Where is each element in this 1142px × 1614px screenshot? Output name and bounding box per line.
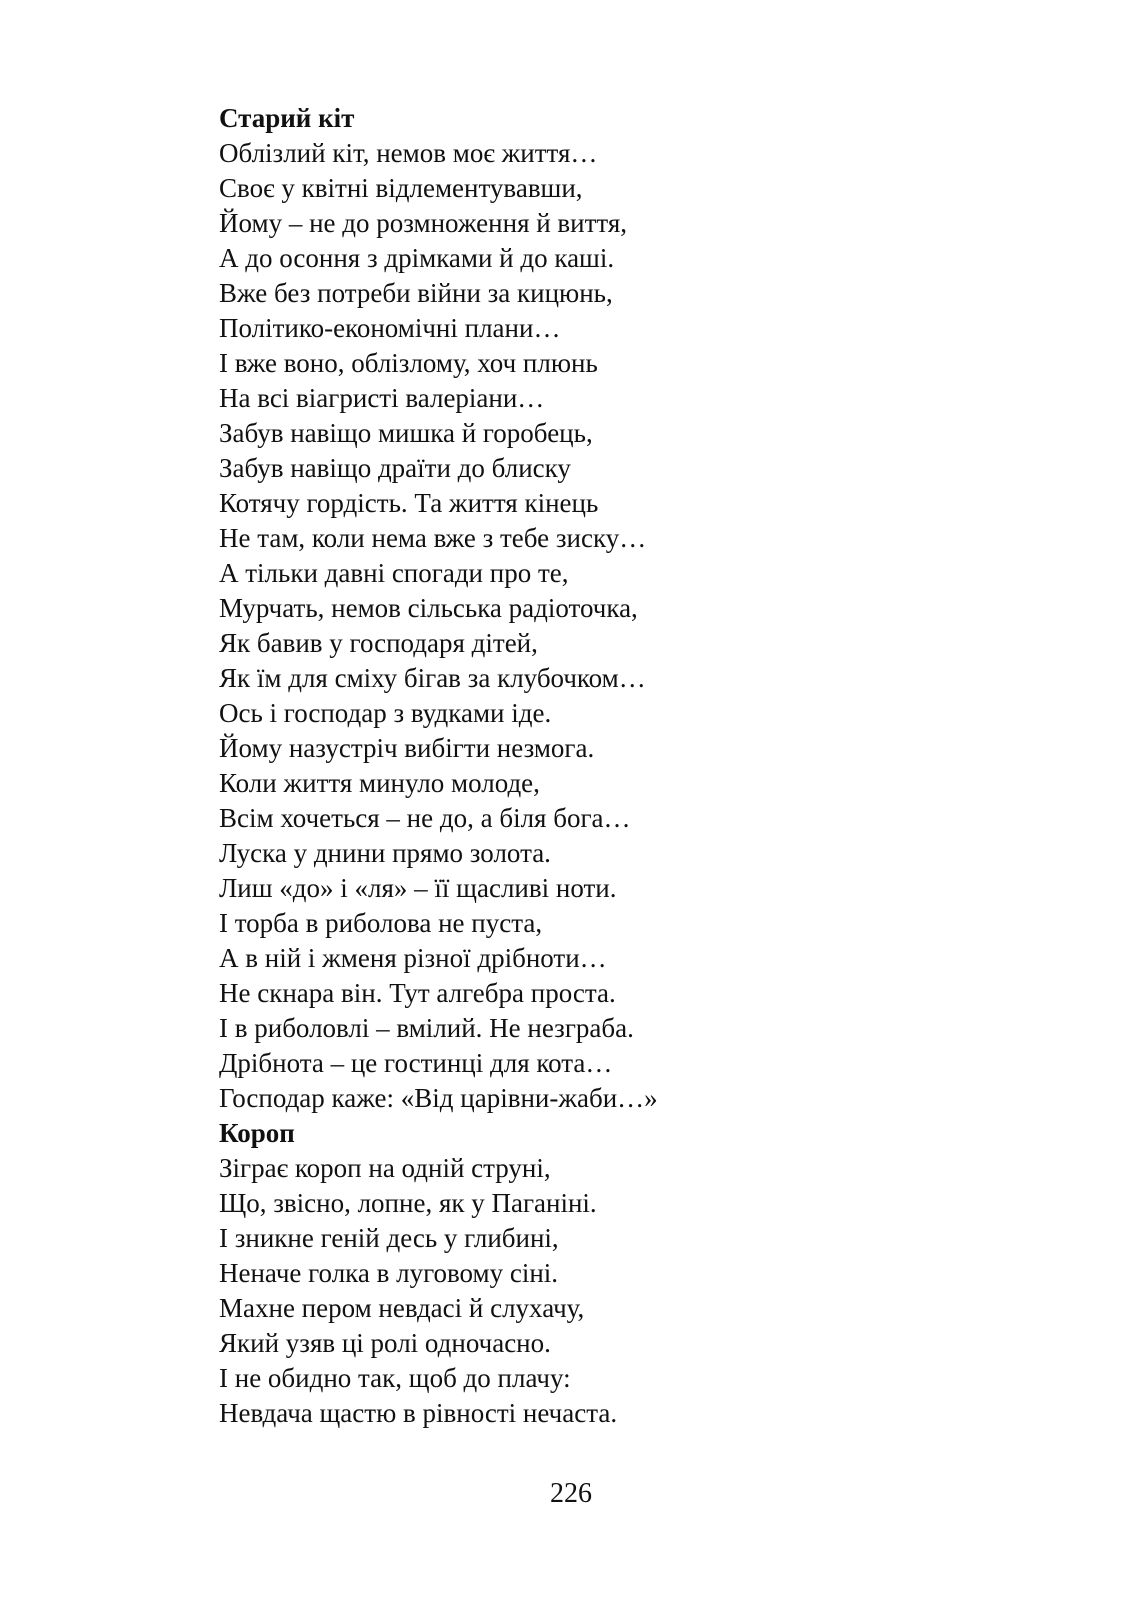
poem-body: [219, 136, 979, 1116]
poem-line: Не скнара він. Тут алгебра проста.: [219, 978, 616, 1008]
poem-line: Політико-економічні плани…: [219, 313, 561, 343]
poem-line: Ось і господар з вудками іде.: [219, 698, 552, 728]
poem-line: Махне пером невдасі й слухачу,: [219, 1293, 585, 1323]
poem-line: Господар каже: «Від царівни-жаби…»: [219, 1083, 658, 1113]
poem-line: А тільки давні спогади про те,: [219, 558, 569, 588]
poem-line: Облізлий кіт, немов моє життя…: [219, 138, 598, 168]
poem-line: Не там, коли нема вже з тебе зиску…: [219, 523, 647, 553]
poem-line: Вже без потреби війни за кицюнь,: [219, 278, 613, 308]
poem-line: Коли життя минуло молоде,: [219, 768, 540, 798]
page-content: [219, 101, 979, 1431]
poem-body: [219, 1151, 979, 1431]
poem-line: І зникне геній десь у глибині,: [219, 1223, 559, 1253]
poem-title: Короп: [219, 1118, 295, 1148]
poem-line: І торба в риболова не пуста,: [219, 908, 543, 938]
poem-line: Своє у квітні відлементувавши,: [219, 173, 583, 203]
poem-line: Невдача щастю в рівності нечаста.: [219, 1398, 618, 1428]
poem-line: Мурчать, немов сільська радіоточка,: [219, 593, 638, 623]
poem-line: Як їм для сміху бігав за клубочком…: [219, 663, 646, 693]
poem-line: На всі віагристі валеріани…: [219, 383, 545, 413]
poem-line: Забув навіщо мишка й горобець,: [219, 418, 593, 448]
poem-title: Старий кіт: [219, 103, 355, 133]
poem-line: Який узяв ці ролі одночасно.: [219, 1328, 551, 1358]
poem-line: Лиш «до» і «ля» – її щасливі ноти.: [219, 873, 617, 903]
poem-line: Зіграє короп на одній струні,: [219, 1153, 551, 1183]
poem-line: Забув навіщо драїти до блиску: [219, 453, 571, 483]
poem-line: І не обидно так, щоб до плачу:: [219, 1363, 571, 1393]
poem-line: Йому назустріч вибігти незмога.: [219, 733, 595, 763]
poem-line: А в ній і жменя різної дрібноти…: [219, 943, 607, 973]
poem-line: Всім хочеться – не до, а біля бога…: [219, 803, 631, 833]
poem-line: Йому – не до розмноження й виття,: [219, 208, 628, 238]
poem-line: Дрібнота – це гостинці для кота…: [219, 1048, 613, 1078]
poem-carp: [219, 1116, 979, 1431]
page-number: 226: [550, 1478, 592, 1509]
poem-line: А до осоння з дрімками й до каші.: [219, 243, 615, 273]
poem-line: Як бавив у господаря дітей,: [219, 628, 538, 658]
poem-old-cat: [219, 101, 979, 1116]
poem-line: Котячу гордість. Та життя кінець: [219, 488, 599, 518]
poem-line: Луска у днини прямо золота.: [219, 838, 551, 868]
poem-line: І вже воно, облізлому, хоч плюнь: [219, 348, 598, 378]
poem-line: Неначе голка в луговому сіні.: [219, 1258, 559, 1288]
poem-line: Що, звісно, лопне, як у Паганіні.: [219, 1188, 597, 1218]
poem-line: І в риболовлі – вмілий. Не незграба.: [219, 1013, 634, 1043]
